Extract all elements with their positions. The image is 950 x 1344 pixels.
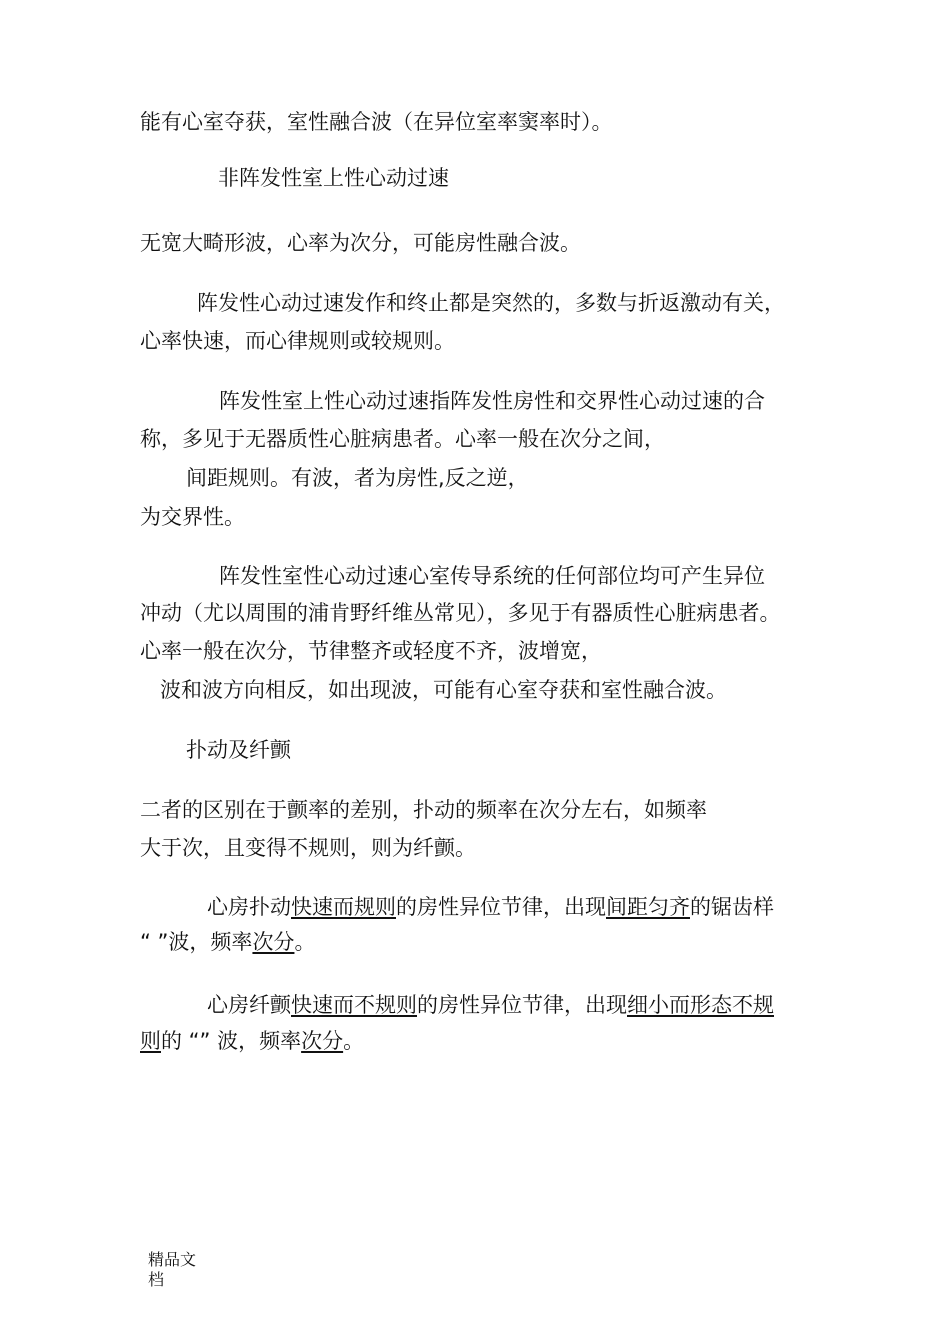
paragraph-5-line-2: 冲动（尤以周围的浦肯野纤维丛常见），多见于有器质性心脏病患者。 [140, 601, 781, 625]
paragraph-8-line-1 [207, 992, 774, 1018]
underlined-fast-irregular: 快速而不规则 [291, 993, 417, 1017]
text-segment: 。 [343, 1029, 365, 1053]
text-segment: 的锯齿样 [690, 895, 774, 919]
text-segment: 的房性异位节律，出现 [417, 993, 627, 1017]
term-atrial-flutter: 心房扑动 [207, 895, 291, 919]
paragraph-4-line-2: 称，多见于无器质性心脏病患者。心率一般在次分之间， [140, 427, 665, 451]
underlined-small-irregular: 细小而形态不规 [627, 993, 774, 1017]
paragraph-2: 无宽大畸形波，心率为次分，可能房性融合波。 [140, 231, 581, 255]
paragraph-6-line-1: 二者的区别在于颤率的差别，扑动的频率在次分左右，如频率 [140, 798, 707, 822]
paragraph-8-line-2 [140, 1028, 364, 1054]
footer-line-1: 精品文 [148, 1250, 197, 1269]
underlined-irregular-end: 则 [140, 1029, 161, 1053]
text-segment: 。 [294, 930, 316, 954]
paragraph-5-line-1: 阵发性室性心动过速心室传导系统的任何部位均可产生异位 [219, 564, 765, 588]
underlined-fast-regular: 快速而规则 [291, 895, 396, 919]
underlined-even-spacing: 间距匀齐 [606, 895, 690, 919]
heading-flutter-fibrillation: 扑动及纤颤 [186, 738, 291, 762]
paragraph-6-line-2: 大于次，且变得不规则，则为纤颤。 [140, 836, 476, 860]
text-segment: “ ”波，频率 [140, 930, 253, 954]
paragraph-3-line-2: 心率快速，而心律规则或较规则。 [140, 329, 455, 353]
text-segment: 的 “” 波，频率 [161, 1029, 302, 1053]
paragraph-5-line-4: 波和波方向相反，如出现波，可能有心室夺获和室性融合波。 [160, 678, 727, 702]
term-atrial-fibrillation: 心房纤颤 [207, 993, 291, 1017]
paragraph-7-line-2 [140, 929, 315, 955]
paragraph-4-line-1: 阵发性室上性心动过速指阵发性房性和交界性心动过速的合 [219, 389, 765, 413]
footer-watermark [148, 1250, 196, 1290]
heading-nonparoxysmal: 非阵发性室上性心动过速 [218, 166, 449, 190]
underlined-per-minute: 次分 [252, 930, 295, 954]
paragraph-4-line-4: 为交界性。 [140, 505, 245, 529]
paragraph-4-line-3: 间距规则。有波，者为房性,反之逆， [186, 466, 529, 490]
paragraph-3-line-1: 阵发性心动过速发作和终止都是突然的，多数与折返激动有关， [197, 291, 785, 315]
footer-line-2: 档 [148, 1270, 165, 1289]
underlined-per-minute: 次分 [301, 1029, 344, 1053]
paragraph-5-line-3: 心率一般在次分，节律整齐或轻度不齐，波增宽， [140, 639, 602, 663]
paragraph-7-line-1 [207, 894, 774, 920]
paragraph-1: 能有心室夺获，室性融合波（在异位室率窦率时）。 [140, 110, 613, 134]
text-segment: 的房性异位节律，出现 [396, 895, 606, 919]
